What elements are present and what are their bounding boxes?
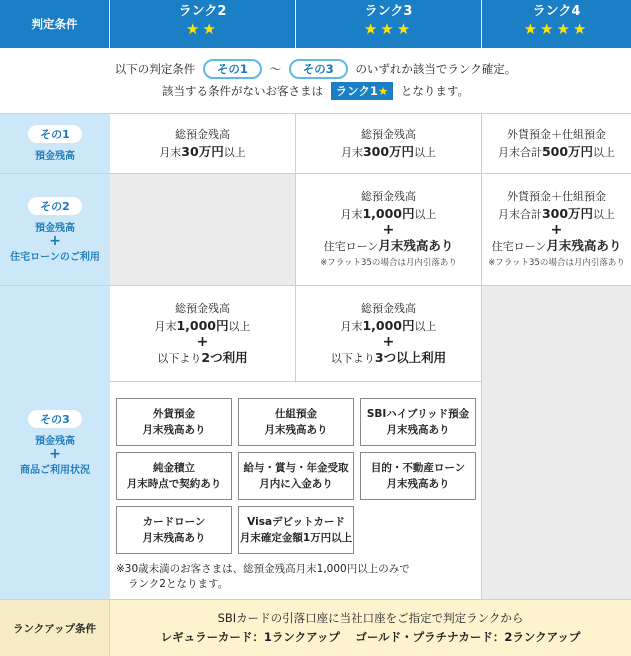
product-purpose-loan-name: 目的・不動産ローン (370, 462, 466, 474)
product-card-loan-cond: 月末残高あり (142, 532, 206, 544)
product-purpose-loan (360, 452, 476, 500)
cond3-rank3-line2 (340, 317, 436, 335)
cond2-pill: その2 (28, 197, 82, 215)
cond1-rank3-line2 (341, 143, 436, 161)
cond2-rank3-line2 (340, 205, 436, 223)
product-structured-deposit-name: 仕組預金 (275, 408, 317, 420)
cond2-rank3-plus-icon: + (382, 221, 395, 238)
product-grid-area (110, 382, 482, 600)
rankup-label-cell (0, 600, 110, 656)
product-structured-deposit (238, 398, 354, 446)
intro-option1-pill: その1 (203, 59, 262, 79)
product-structured-deposit-cond: 月末残高あり (264, 424, 328, 436)
product-salary-receipt-cond: 月内に入金あり (259, 478, 333, 490)
product-hybrid-deposit-name: SBIハイブリッド預金 (366, 408, 470, 420)
cond1-rank2-line2 (159, 143, 245, 161)
product-visa-debit-cond: 月末確定金額1万円以上 (239, 532, 353, 544)
cond3-rank2-amount: 1,000円 (176, 318, 229, 333)
cond2-rank4-plus-icon: + (550, 221, 563, 238)
product-gold-accumulation-cond: 月末時点で契約あり (126, 478, 222, 490)
cond3-rank2-line2 (154, 317, 250, 335)
intro-line1-post: のいずれか該当でランク確定。 (355, 62, 517, 76)
product-purpose-loan-cond: 月末残高あり (386, 478, 450, 490)
cond2-rank4-cell (482, 174, 631, 286)
rank4-header (482, 0, 631, 48)
cond2-rank3-line1: 総預金残高 (361, 189, 416, 203)
cond3-rank3-usage-pre: 以下より (330, 352, 375, 365)
product-fx-deposit (116, 398, 232, 446)
intro-line1-pre: 以下の判定条件 (114, 62, 196, 76)
product-gold-accumulation-name: 純金積立 (153, 462, 195, 474)
cond1-rank2-post: 以上 (223, 146, 246, 159)
rank4-name: ランク4 (532, 4, 581, 19)
product-card-loan (116, 506, 232, 554)
cond3-rank3-line1: 総預金残高 (361, 302, 416, 315)
cond3-rank3-usage-count: 3つ以上利用 (374, 350, 447, 365)
cond1-rank4-line1: 外貨預金＋仕組預金 (507, 128, 606, 141)
cond1-rank2-cell (110, 114, 296, 174)
cond3-rank3-plus-icon: + (382, 334, 395, 350)
cond1-rank2-amount: 30万円 (181, 144, 224, 159)
intro-tilde: 〜 (269, 62, 282, 76)
cond3-rank2-plus-icon: + (196, 334, 209, 350)
cond1-rank4-cell (482, 114, 631, 174)
cond3-label2: 商品ご利用状況 (20, 464, 90, 476)
cond2-rank3-pre: 月末 (340, 207, 363, 221)
product-gold-accumulation (116, 452, 232, 500)
cond2-label1: 預金残高 (35, 222, 75, 234)
criteria-header (0, 0, 110, 48)
cond3-rank3-amount: 1,000円 (362, 318, 415, 333)
intro (0, 48, 631, 114)
cond3-rank2-pre: 月末 (154, 320, 177, 333)
cond2-rank4-loan-pre: 住宅ローン (491, 239, 547, 253)
cond1-label-cell (0, 114, 110, 174)
cond2-rank3-loan-pre: 住宅ローン (323, 239, 379, 253)
cond2-plus-icon: + (49, 232, 61, 249)
cond1-rank3-amount: 300万円 (362, 144, 415, 159)
cond3-plus-icon: + (49, 445, 61, 462)
cond3-label-cell (0, 286, 110, 600)
cond2-label2: 住宅ローンのご利用 (10, 251, 100, 263)
cond3-rank4-cell-empty (482, 286, 631, 600)
criteria-header-label: 判定条件 (31, 17, 78, 31)
rank2-stars: ★★ (186, 20, 219, 38)
cond3-label1: 預金残高 (35, 435, 75, 447)
rank1-badge-text: ランク1 (335, 84, 378, 98)
cond3-pill: その3 (28, 410, 82, 428)
cond1-pill: その1 (28, 125, 82, 143)
cond1-rank4-pre: 月末合計 (497, 146, 542, 159)
cond2-rank4-amount: 300万円 (541, 205, 594, 221)
rank2-header (110, 0, 296, 48)
cond1-rank4-amount: 500万円 (541, 144, 594, 159)
cond3-rank3-post: 以上 (414, 320, 437, 333)
rank1-star-icon: ★ (377, 84, 389, 98)
cond2-rank4-line1: 外貨預金＋仕組預金 (507, 189, 606, 203)
rank1-badge (331, 82, 394, 100)
rankup-content-cell (110, 600, 631, 656)
product-card-loan-name: カードローン (142, 516, 206, 528)
cond2-rank3-note: ※フラット35の場合は月内引落あり (320, 257, 457, 268)
cond2-rank4-note: ※フラット35の場合は月内引落あり (488, 257, 625, 268)
cond2-label-cell (0, 174, 110, 286)
cond2-rank3-loan-status: 月末残高あり (378, 237, 454, 253)
intro-option3-pill: その3 (289, 59, 348, 79)
cond3-rank2-post: 以上 (228, 320, 251, 333)
rankup-line2: レギュラーカード：1ランクアップ ゴールド・プラチナカード：2ランクアップ (160, 630, 581, 644)
product-salary-receipt (238, 452, 354, 500)
intro-line2-pre: 該当する条件がないお客さまは (162, 84, 323, 98)
product-hybrid-deposit (360, 398, 476, 446)
cond1-label: 預金残高 (35, 151, 75, 162)
rank3-header (296, 0, 482, 48)
rank3-name: ランク3 (364, 4, 413, 19)
cond2-rank4-loan (492, 237, 622, 255)
intro-line-2 (0, 80, 631, 102)
intro-line-1 (0, 58, 631, 80)
cond1-rank4-line2 (498, 143, 615, 161)
intro-line2-post: となります。 (400, 84, 469, 98)
cond3-footnote (116, 562, 476, 592)
cond3-rank3-cell (296, 286, 482, 382)
cond3-rank2-cell (110, 286, 296, 382)
cond1-rank3-pre: 月末 (340, 146, 363, 159)
cond1-rank4-post: 以上 (593, 146, 616, 159)
cond3-rank2-usage-pre: 以下より (157, 352, 202, 365)
cond2-rank2-cell-empty (110, 174, 296, 286)
cond3-rank2-usage (157, 349, 247, 367)
cond3-rank2-line1: 総預金残高 (175, 302, 230, 315)
cond3-rank3-pre: 月末 (340, 320, 363, 333)
product-fx-deposit-name: 外貨預金 (153, 408, 195, 420)
cond2-rank4-pre: 月末合計 (497, 207, 542, 221)
cond3-rank3-usage (331, 349, 446, 367)
cond2-rank3-post: 以上 (414, 207, 437, 221)
rank2-name: ランク2 (178, 4, 227, 19)
product-visa-debit (238, 506, 354, 554)
cond2-rank3-amount: 1,000円 (362, 205, 415, 221)
cond3-footnote-line2: ランク2となります。 (128, 578, 229, 590)
rank3-stars: ★★★ (363, 20, 414, 38)
product-fx-deposit-cond: 月末残高あり (142, 424, 206, 436)
cond3-footnote-line1: ※30歳未満のお客さまは、総預金残高月末1,000円以上のみで (116, 563, 410, 575)
cond3-rank2-usage-count: 2つ利用 (201, 350, 248, 365)
product-visa-debit-name: Visaデビットカード (247, 516, 345, 528)
rank4-stars: ★★★★ (523, 20, 590, 38)
cond1-rank3-cell (296, 114, 482, 174)
cond2-rank3-loan (324, 237, 454, 255)
cond2-rank3-cell (296, 174, 482, 286)
cond1-rank3-post: 以上 (414, 146, 437, 159)
rankup-label: ランクアップ条件 (12, 622, 97, 635)
rankup-line1: SBIカードの引落口座に当社口座をご指定で判定ランクから (217, 611, 524, 625)
cond2-rank4-loan-status: 月末残高あり (546, 237, 622, 253)
product-salary-receipt-name: 給与・賞与・年金受取 (243, 462, 349, 474)
cond2-rank4-line2 (498, 205, 615, 223)
cond1-rank3-line1: 総預金残高 (361, 128, 416, 141)
product-hybrid-deposit-cond: 月末残高あり (386, 424, 450, 436)
cond1-rank2-pre: 月末 (159, 146, 182, 159)
cond1-rank2-line1: 総預金残高 (175, 128, 230, 141)
cond2-rank4-post: 以上 (593, 207, 616, 221)
